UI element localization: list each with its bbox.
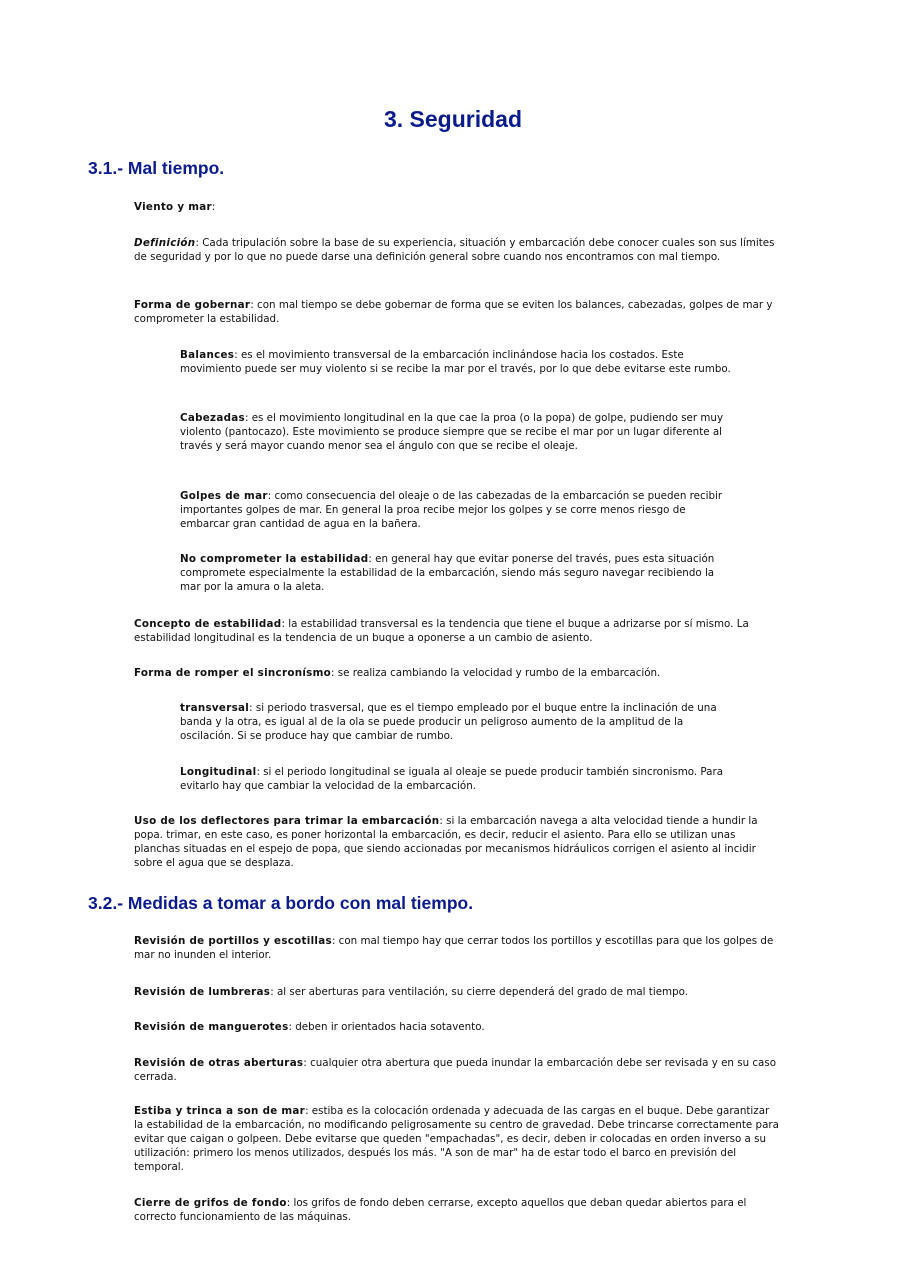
term-text: : es el movimiento longitudinal en la que cae la proa (o la popa) de golpe, pudiendo ser muy violento (pantocazo). Este movimiento se produce siempre que se recibe el mar por un lugar diferente al través y será mayor cuando menor sea el ángulo con que se recibe el oleaje. [180, 412, 724, 452]
term-text: : deben ir orientados hacia sotavento. [288, 1021, 485, 1033]
paragraph-concepto-estabilidad [134, 617, 779, 645]
paragraph-longitudinal [180, 765, 736, 793]
term-label: Forma de romper el sincronísmo [134, 667, 332, 679]
term-text: : como consecuencia del oleaje o de las cabezadas de la embarcación se pueden recibir importantes golpes de mar. En general la proa recibe mejor los golpes y se corre menos riesgo de embarcar gran cantidad de agua en la bañera. [180, 490, 723, 530]
paragraph-portillos [134, 934, 779, 962]
term-text: : estiba es la colocación ordenada y adecuada de las cargas en el buque. Debe garantizar la estabilidad de la embarcación, no modificando peligrosamente su centro de gravedad. Debe trincarse correctamente para evitar que caigan o golpeen. Debe evitarse que queden "empachadas", es decir, deben ir colocadas en orden inverso a su utilización: primero los menos utilizados, después los más. "A son de mar" ha de estar todo el barco en previsión del temporal. [134, 1105, 779, 1173]
section-heading-medidas: 3.2.- Medidas a tomar a bordo con mal tiempo. [88, 893, 474, 913]
page-title: 3. Seguridad [383, 106, 523, 132]
paragraph-deflectores [134, 814, 779, 870]
term-text: : cualquier otra abertura que pueda inundar la embarcación debe ser revisada y en su caso cerrada. [134, 1057, 777, 1083]
paragraph-viento-y-mar [134, 200, 779, 214]
term-label: transversal [180, 702, 250, 714]
paragraph-transversal [180, 701, 736, 743]
term-label: Concepto de estabilidad [134, 618, 282, 630]
term-label: Longitudinal [180, 766, 257, 778]
paragraph-definicion [134, 236, 779, 264]
paragraph-estiba [134, 1104, 779, 1174]
paragraph-manguerotes [134, 1020, 779, 1034]
term-text: : si periodo trasversal, que es el tiempo empleado por el buque entre la inclinación de una banda y la otra, es igual al de la ola se puede producir un peligroso aumento de la amplitud de la oscilación. Si se produce hay que cambiar de rumbo. [180, 702, 717, 742]
term-label: No comprometer la estabilidad [180, 553, 369, 565]
term-label: Golpes de mar [180, 490, 268, 502]
term-text: : en general hay que evitar ponerse del través, pues esta situación compromete especialmente la estabilidad de la embarcación, siendo más seguro navegar recibiendo la mar por la amura o la aleta. [180, 553, 715, 593]
term-label: Forma de gobernar [134, 299, 251, 311]
term-text: : al ser aberturas para ventilación, su cierre dependerá del grado de mal tiempo. [270, 986, 688, 998]
paragraph-no-comprometer [180, 552, 736, 594]
term-text: : es el movimiento transversal de la embarcación inclinándose hacia los costados. Este movimiento puede ser muy violento si se recibe la mar por el través, por lo que debe evitarse este rumbo. [180, 349, 731, 375]
paragraph-lumbreras [134, 985, 779, 999]
paragraph-cabezadas [180, 411, 736, 453]
term-text: : con mal tiempo hay que cerrar todos los portillos y escotillas para que los golpes de mar no inunden el interior. [134, 935, 774, 961]
term-text: : se realiza cambiando la velocidad y rumbo de la embarcación. [331, 667, 661, 679]
paragraph-balances [180, 348, 736, 376]
term-label: Revisión de manguerotes [134, 1021, 289, 1033]
term-label: Revisión de otras aberturas [134, 1057, 304, 1069]
term-label: Definición [134, 237, 196, 249]
term-text: : si la embarcación navega a alta velocidad tiende a hundir la popa. trimar, en este caso, es poner horizontal la embarcación, es decir, reducir el asiento. Para ello se utilizan unas planchas situadas en el espejo de popa, que siendo accionadas por mecanismos hidráulicos corrigen el asiento al incidir sobre el agua que se desplaza. [134, 815, 758, 869]
term-label: Balances [180, 349, 235, 361]
paragraph-otras-aberturas [134, 1056, 779, 1084]
term-separator: : [211, 201, 216, 213]
paragraph-sincronismo [134, 666, 779, 680]
paragraph-grifos [134, 1196, 779, 1224]
paragraph-forma-de-gobernar [134, 298, 779, 326]
term-text: : la estabilidad transversal es la tendencia que tiene el buque a adrizarse por sí mismo. La estabilidad longitudinal es la tendencia de un buque a oponerse a un cambio de asiento. [134, 618, 749, 644]
section-heading-mal-tiempo: 3.1.- Mal tiempo. [88, 158, 225, 178]
paragraph-golpes-de-mar [180, 489, 736, 531]
term-label: Estiba y trinca a son de mar [134, 1105, 306, 1117]
term-text: : los grifos de fondo deben cerrarse, excepto aquellos que deban quedar abiertos para el correcto funcionamiento de las máquinas. [134, 1197, 747, 1223]
term-label: Revisión de portillos y escotillas [134, 935, 332, 947]
term-text: : si el periodo longitudinal se iguala al oleaje se puede producir también sincronismo. Para evitarlo hay que cambiar la velocidad de la embarcación. [180, 766, 724, 792]
term-label: Cierre de grifos de fondo [134, 1197, 287, 1209]
term-text: : con mal tiempo se debe gobernar de forma que se eviten los balances, cabezadas, golpes de mar y comprometer la estabilidad. [134, 299, 773, 325]
term-label: Uso de los deflectores para trimar la embarcación [134, 815, 440, 827]
term-label: Cabezadas [180, 412, 245, 424]
term-label: Revisión de lumbreras [134, 986, 271, 998]
term-label: Viento y mar [134, 201, 212, 213]
term-text: : Cada tripulación sobre la base de su experiencia, situación y embarcación debe conocer cuales son sus límites de seguridad y por lo que no puede darse una definición general sobre cuando nos encontramos con mal tiempo. [134, 237, 775, 263]
